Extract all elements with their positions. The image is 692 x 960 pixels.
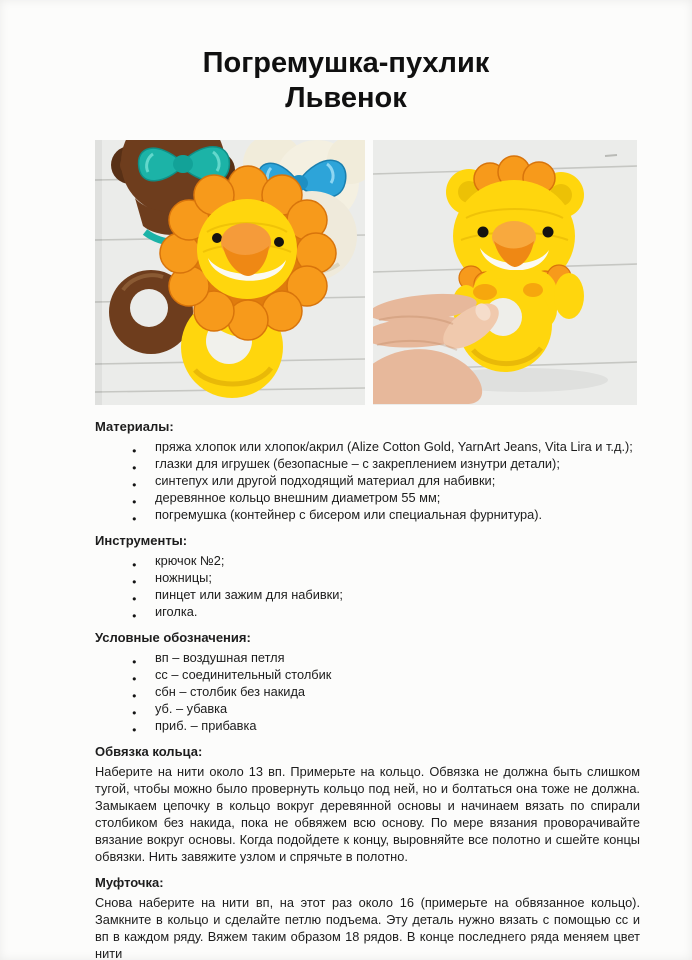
list-item: ● пинцет или зажим для набивки; bbox=[95, 586, 640, 603]
lion-eye-right bbox=[543, 227, 554, 238]
list-item: ● приб. – прибавка bbox=[95, 717, 640, 734]
wood-knot bbox=[605, 155, 617, 156]
page-title bbox=[0, 46, 692, 116]
lion-eye-left bbox=[478, 227, 489, 238]
abbreviations-list bbox=[95, 649, 640, 734]
photo-edge-shade bbox=[95, 140, 102, 405]
lion-eye-right bbox=[274, 237, 284, 247]
page-title-line1: Погремушка-пухлик bbox=[202, 47, 490, 79]
list-item: ● ножницы; bbox=[95, 569, 640, 586]
list-item: ● крючок №2; bbox=[95, 552, 640, 569]
materials-heading: Материалы: bbox=[95, 419, 174, 434]
list-item: ● сс – соединительный столбик bbox=[95, 666, 640, 683]
section-abbreviations bbox=[95, 629, 640, 734]
list-item: ● синтепух или другой подходящий материал для набивки; bbox=[95, 472, 640, 489]
photo-lion-front bbox=[95, 140, 365, 405]
list-item: ● иголка. bbox=[95, 603, 640, 620]
tools-heading: Инструменты: bbox=[95, 533, 188, 548]
muff-heading: Муфточка: bbox=[95, 875, 164, 890]
list-item: ● сбн – столбик без накида bbox=[95, 683, 640, 700]
list-item: ● глазки для игрушек (безопасные – с закреплением изнутри детали); bbox=[95, 455, 640, 472]
muff-text: Снова наберите на нити вп, на этот раз около 16 (примерьте на обвязанное кольцо). Замкните в кольцо и сделайте петлю подъема. Эту деталь нужно вязать с помощью сс и вп в каждом ряду. Вяжем таким образом 18 рядов. В конце последнего ряда меняем цвет нити bbox=[95, 895, 640, 960]
lion-eye-left bbox=[212, 233, 222, 243]
page-title-line2: Львенок bbox=[285, 82, 407, 114]
list-item: ● вп – воздушная петля bbox=[95, 649, 640, 666]
ring-trim-text: Наберите на нити около 13 вп. Примерьте на кольцо. Обвязка не должна быть слишком тугой, чтобы можно было провернуть кольцо под ней, но и болтаться она тоже не должна. Замыкаем цепочку в кольцо вокруг деревянной основы и начинаем вязать по спирали столбиком без накида, пока не обвяжем всю основу. По мере вязания проворачивайте вязание вокруг основы. Когда подойдете к концу, выровняйте все полотно и сшейте концы обвязки. Нить завяжите узлом и спрячьте в полотно. bbox=[95, 764, 640, 864]
lion-front-illustration bbox=[95, 140, 365, 405]
tools-list bbox=[95, 552, 640, 620]
photo-lion-in-hand bbox=[373, 140, 637, 405]
lion-head bbox=[197, 199, 297, 299]
lion-in-hand-illustration bbox=[373, 140, 637, 405]
list-item: ● деревянное кольцо внешним диаметром 55 мм; bbox=[95, 489, 640, 506]
abbreviations-heading: Условные обозначения: bbox=[95, 630, 251, 645]
ring-trim-heading: Обвязка кольца: bbox=[95, 744, 203, 759]
section-ring-trim bbox=[95, 743, 640, 865]
materials-list bbox=[95, 438, 640, 523]
lion-arm-right bbox=[554, 273, 584, 319]
instructions bbox=[95, 418, 640, 960]
section-materials bbox=[95, 418, 640, 523]
photo-row bbox=[95, 140, 637, 405]
list-item: ● пряжа хлопок или хлопок/акрил (Alize Cotton Gold, YarnArt Jeans, Vita Lira и т.д.); bbox=[95, 438, 640, 455]
list-item: ● погремушка (контейнер с бисером или специальная фурнитура). bbox=[95, 506, 640, 523]
section-tools bbox=[95, 532, 640, 620]
list-item: ● уб. – убавка bbox=[95, 700, 640, 717]
section-muff bbox=[95, 874, 640, 960]
